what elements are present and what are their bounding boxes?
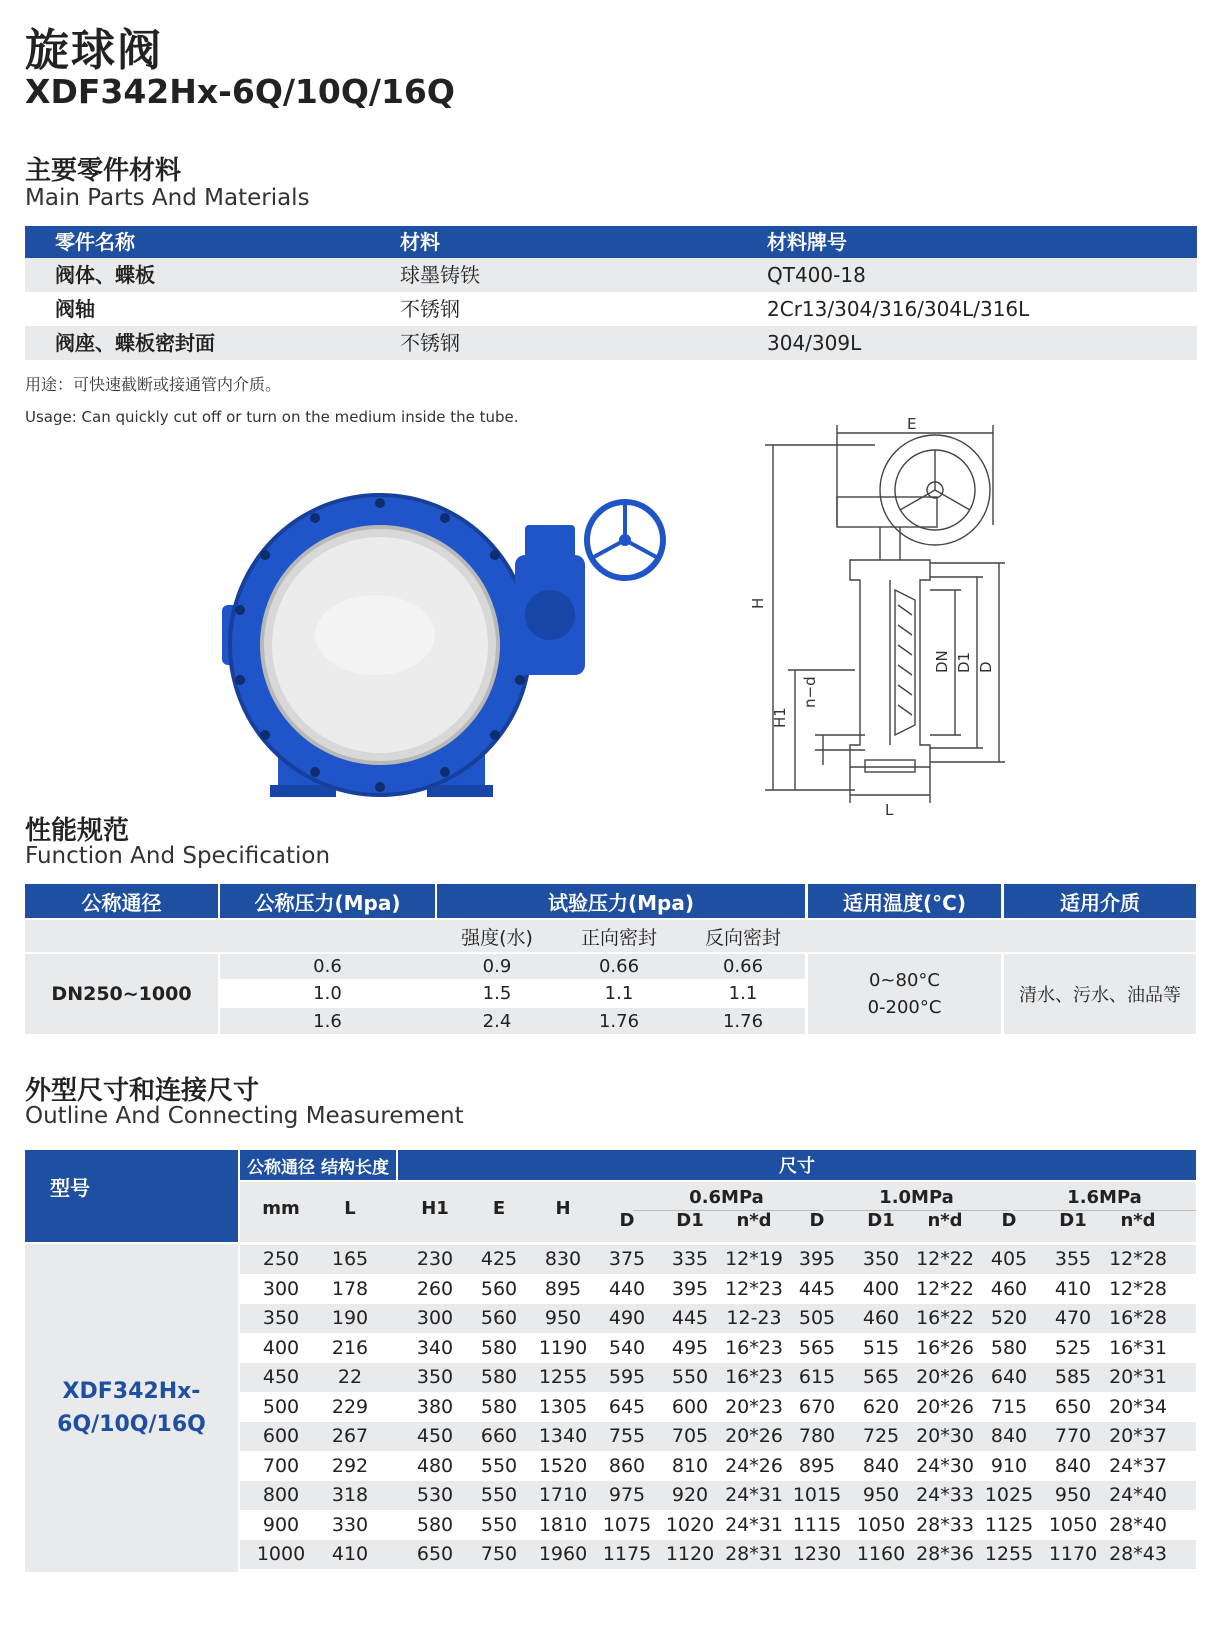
table-cell: 895 <box>798 1454 836 1477</box>
table-cell: 640 <box>990 1366 1028 1388</box>
part-name: 阀座、蝶板密封面 <box>55 331 215 355</box>
table-cell: 770 <box>1054 1425 1092 1447</box>
table-cell: 810 <box>671 1454 709 1477</box>
table-cell: 505 <box>798 1307 836 1329</box>
table-cell: 450 <box>416 1425 454 1447</box>
spec-sub-reverse: 反向密封 <box>704 926 781 949</box>
table-cell: 1125 <box>984 1513 1034 1536</box>
table-cell: 495 <box>671 1336 709 1359</box>
table-cell: 600 <box>671 1395 709 1418</box>
table-row <box>240 1363 1196 1392</box>
dims-col-nominal-length <box>240 1150 396 1180</box>
table-cell: 1810 <box>538 1513 588 1536</box>
dims-col-header: E <box>492 1198 506 1219</box>
table-cell: 1190 <box>538 1336 588 1359</box>
table-cell: 395 <box>671 1277 709 1300</box>
spec-col-medium: 适用介质 <box>1004 884 1196 918</box>
table-cell: 650 <box>416 1543 454 1565</box>
table-cell: 595 <box>608 1366 646 1388</box>
table-cell: 1025 <box>984 1484 1034 1506</box>
table-cell: 580 <box>480 1336 518 1359</box>
table-cell: 445 <box>798 1277 836 1300</box>
table-cell: 395 <box>798 1248 836 1270</box>
table-cell: 490 <box>608 1307 646 1329</box>
dims-col-header: L <box>344 1198 356 1219</box>
dims-col-size: 尺寸 <box>398 1150 1196 1180</box>
col-part-name: 零件名称 <box>55 230 135 254</box>
table-cell: 350 <box>862 1248 900 1270</box>
table-cell: 1710 <box>538 1484 588 1506</box>
table-cell: 12*23 <box>725 1277 783 1300</box>
table-cell: 24*37 <box>1109 1454 1167 1477</box>
table-cell: 22 <box>337 1366 363 1388</box>
table-row <box>240 1481 1196 1510</box>
table-cell: 1015 <box>792 1484 842 1506</box>
spec-reverse: 0.66 <box>722 956 764 977</box>
table-cell: 895 <box>544 1277 582 1300</box>
table-cell: 530 <box>416 1484 454 1506</box>
spec-col-test: 试验压力(Mpa) <box>437 884 805 918</box>
table-cell: 755 <box>608 1425 646 1447</box>
table-cell: 1175 <box>602 1543 652 1565</box>
spec-col-pressure: 公称压力(Mpa) <box>220 884 435 918</box>
table-cell: 440 <box>608 1277 646 1300</box>
table-cell: 480 <box>416 1454 454 1477</box>
table-cell: 840 <box>990 1425 1028 1447</box>
table-cell: 300 <box>262 1277 300 1300</box>
table-cell: 12*19 <box>725 1248 783 1270</box>
spec-title-en: Function And Specification <box>25 843 331 869</box>
table-row <box>240 1540 1196 1569</box>
table-cell: 1050 <box>856 1513 906 1536</box>
table-cell: 12*22 <box>916 1248 974 1270</box>
materials-title-cn: 主要零件材料 <box>25 156 182 186</box>
table-cell: 229 <box>331 1395 369 1418</box>
table-cell: 318 <box>331 1484 369 1506</box>
table-cell: 400 <box>262 1336 300 1359</box>
grade: QT400-18 <box>767 263 866 287</box>
spec-forward: 1.76 <box>598 1010 640 1032</box>
col-material: 材料 <box>400 230 440 254</box>
dims-model-cell <box>25 1244 238 1572</box>
table-cell: 24*26 <box>725 1454 783 1477</box>
table-cell: 28*40 <box>1109 1513 1167 1536</box>
table-cell: 1230 <box>792 1543 842 1565</box>
materials-title-en: Main Parts And Materials <box>25 185 310 211</box>
dims-title-cn: 外型尺寸和连接尺寸 <box>25 1076 260 1106</box>
table-cell: 28*36 <box>916 1543 974 1565</box>
table-row <box>240 1334 1196 1363</box>
table-cell: 20*26 <box>916 1366 974 1388</box>
table-cell: 16*28 <box>1109 1307 1167 1329</box>
table-cell: 24*31 <box>725 1513 783 1536</box>
table-cell: 350 <box>416 1366 454 1388</box>
table-cell: 670 <box>798 1395 836 1418</box>
spec-title-cn: 性能规范 <box>25 816 130 846</box>
table-cell: 705 <box>671 1425 709 1447</box>
table-cell: 425 <box>480 1248 518 1270</box>
page-title: 旋球阀 <box>25 25 163 76</box>
dims-col-header: D1 <box>867 1210 895 1231</box>
label-h: H <box>749 597 767 609</box>
dims-col-header: D1 <box>1059 1210 1087 1231</box>
table-cell: 1160 <box>856 1543 906 1565</box>
material: 不锈钢 <box>400 331 460 355</box>
table-cell: 450 <box>262 1366 300 1388</box>
table-row <box>240 1245 1196 1274</box>
label-dn: DN <box>933 650 951 673</box>
table-cell: 410 <box>331 1543 369 1565</box>
table-cell: 460 <box>862 1307 900 1329</box>
table-cell: 600 <box>262 1425 300 1447</box>
table-cell: 920 <box>671 1484 709 1506</box>
table-cell: 24*33 <box>916 1484 974 1506</box>
table-cell: 540 <box>608 1336 646 1359</box>
table-cell: 340 <box>416 1336 454 1359</box>
table-cell: 335 <box>671 1248 709 1270</box>
dims-model-line2: 6Q/10Q/16Q <box>57 1412 206 1437</box>
table-cell: 580 <box>480 1366 518 1388</box>
spec-col-nominal: 公称通径 <box>25 884 218 918</box>
table-cell: 515 <box>862 1336 900 1359</box>
table-cell: 800 <box>262 1484 300 1506</box>
table-cell: 20*37 <box>1109 1425 1167 1447</box>
table-cell: 178 <box>331 1277 369 1300</box>
label-d1: D1 <box>955 651 973 673</box>
table-cell: 165 <box>331 1248 369 1270</box>
spec-dn: DN250~1000 <box>25 954 218 1034</box>
table-cell: 216 <box>331 1336 369 1359</box>
table-cell: 300 <box>416 1307 454 1329</box>
spec-medium: 清水、污水、油品等 <box>1004 954 1196 1034</box>
table-cell: 1120 <box>665 1543 715 1565</box>
table-row <box>240 1393 1196 1422</box>
grade: 304/309L <box>767 331 862 355</box>
table-row <box>240 1452 1196 1481</box>
table-cell: 1000 <box>256 1543 306 1565</box>
spec-reverse: 1.76 <box>722 1010 764 1032</box>
table-cell: 1305 <box>538 1395 588 1418</box>
table-cell: 470 <box>1054 1307 1092 1329</box>
table-cell: 840 <box>862 1454 900 1477</box>
dims-title-en: Outline And Connecting Measurement <box>25 1103 464 1129</box>
table-cell: 645 <box>608 1395 646 1418</box>
table-cell: 565 <box>798 1336 836 1359</box>
dims-col-header: D <box>619 1210 635 1231</box>
table-cell: 950 <box>544 1307 582 1329</box>
dims-col-header: H <box>555 1198 571 1219</box>
table-cell: 550 <box>671 1366 709 1388</box>
table-cell: 16*23 <box>725 1366 783 1388</box>
table-cell: 750 <box>480 1543 518 1565</box>
spec-sub-forward: 正向密封 <box>580 926 657 949</box>
table-row <box>240 1511 1196 1540</box>
table-cell: 900 <box>262 1513 300 1536</box>
table-cell: 580 <box>990 1336 1028 1359</box>
table-cell: 1075 <box>602 1513 652 1536</box>
table-cell: 585 <box>1054 1366 1092 1388</box>
spec-pressure: 0.6 <box>313 956 342 977</box>
material: 球墨铸铁 <box>400 263 480 287</box>
dims-h-length: 结构长度 <box>320 1157 389 1178</box>
table-cell: 20*30 <box>916 1425 974 1447</box>
table-cell: 400 <box>862 1277 900 1300</box>
spec-temp-1: 0~80°C <box>868 970 940 991</box>
spec-strength: 1.5 <box>482 983 512 1004</box>
table-cell: 375 <box>608 1248 646 1270</box>
spec-forward: 0.66 <box>598 956 640 977</box>
table-cell: 24*30 <box>916 1454 974 1477</box>
label-d: D <box>977 661 995 673</box>
table-cell: 580 <box>480 1395 518 1418</box>
table-cell: 780 <box>798 1425 836 1447</box>
grade: 2Cr13/304/316/304L/316L <box>767 297 1030 321</box>
table-cell: 580 <box>416 1513 454 1536</box>
table-cell: 560 <box>480 1277 518 1300</box>
table-cell: 24*31 <box>725 1484 783 1506</box>
table-cell: 28*33 <box>916 1513 974 1536</box>
model-title: XDF342Hx-6Q/10Q/16Q <box>25 72 455 111</box>
dims-p1: 0.6MPa <box>633 1185 820 1211</box>
spec-pressure: 1.6 <box>313 1010 342 1032</box>
table-cell: 20*26 <box>725 1425 783 1447</box>
table-cell: 260 <box>416 1277 454 1300</box>
dims-col-header: n*d <box>736 1210 772 1231</box>
part-name: 阀体、蝶板 <box>55 263 155 287</box>
table-cell: 950 <box>1054 1484 1092 1506</box>
label-h1: H1 <box>771 707 789 728</box>
table-cell: 550 <box>480 1513 518 1536</box>
table-cell: 1020 <box>665 1513 715 1536</box>
table-cell: 950 <box>862 1484 900 1506</box>
spec-col-temp: 适用温度(°C) <box>808 884 1001 918</box>
label-nd: n−d <box>801 676 819 708</box>
table-cell: 520 <box>990 1307 1028 1329</box>
table-cell: 405 <box>990 1248 1028 1270</box>
table-cell: 292 <box>331 1454 369 1477</box>
usage-cn: 用途：可快速截断或接通管内介质。 <box>25 375 282 394</box>
table-cell: 24*40 <box>1109 1484 1167 1506</box>
table-cell: 860 <box>608 1454 646 1477</box>
table-cell: 560 <box>480 1307 518 1329</box>
table-cell: 20*26 <box>916 1395 974 1418</box>
table-row <box>240 1275 1196 1304</box>
table-cell: 1960 <box>538 1543 588 1565</box>
table-cell: 380 <box>416 1395 454 1418</box>
material: 不锈钢 <box>400 297 460 321</box>
table-cell: 910 <box>990 1454 1028 1477</box>
table-cell: 12*28 <box>1109 1277 1167 1300</box>
table-cell: 975 <box>608 1484 646 1506</box>
table-cell: 20*31 <box>1109 1366 1167 1388</box>
table-cell: 28*31 <box>725 1543 783 1565</box>
table-cell: 20*23 <box>725 1395 783 1418</box>
dims-col-header: n*d <box>1120 1210 1156 1231</box>
table-cell: 830 <box>544 1248 582 1270</box>
table-cell: 1255 <box>984 1543 1034 1565</box>
table-cell: 840 <box>1054 1454 1092 1477</box>
table-cell: 250 <box>262 1248 300 1270</box>
spec-strength: 2.4 <box>482 1010 512 1032</box>
table-cell: 725 <box>862 1425 900 1447</box>
dims-col-model: 型号 <box>25 1150 238 1242</box>
table-cell: 1050 <box>1048 1513 1098 1536</box>
table-cell: 355 <box>1054 1248 1092 1270</box>
table-cell: 330 <box>331 1513 369 1536</box>
table-cell: 267 <box>331 1425 369 1447</box>
dims-col-header: D1 <box>676 1210 704 1231</box>
dims-model-line1: XDF342Hx- <box>62 1379 201 1404</box>
table-cell: 16*31 <box>1109 1336 1167 1359</box>
dims-col-header: D <box>1001 1210 1017 1231</box>
table-cell: 16*26 <box>916 1336 974 1359</box>
spec-forward: 1.1 <box>604 983 634 1004</box>
dims-p2: 1.0MPa <box>823 1185 1010 1211</box>
table-cell: 12*28 <box>1109 1248 1167 1270</box>
spec-strength: 0.9 <box>482 956 512 977</box>
table-cell: 1255 <box>538 1366 588 1388</box>
table-cell: 650 <box>1054 1395 1092 1418</box>
table-cell: 16*22 <box>916 1307 974 1329</box>
table-cell: 445 <box>671 1307 709 1329</box>
dims-h-nominal: 公称通径 <box>247 1157 316 1178</box>
table-cell: 1340 <box>538 1425 588 1447</box>
dims-col-header: H1 <box>421 1198 449 1219</box>
table-cell: 1170 <box>1048 1543 1098 1565</box>
col-grade: 材料牌号 <box>767 230 847 254</box>
label-e: E <box>907 415 917 433</box>
table-cell: 28*43 <box>1109 1543 1167 1565</box>
table-cell: 460 <box>990 1277 1028 1300</box>
table-cell: 715 <box>990 1395 1028 1418</box>
table-cell: 550 <box>480 1484 518 1506</box>
table-cell: 550 <box>480 1454 518 1477</box>
table-cell: 660 <box>480 1425 518 1447</box>
spec-pressure: 1.0 <box>313 983 342 1004</box>
dims-p3: 1.6MPa <box>1013 1185 1196 1211</box>
table-cell: 1115 <box>792 1513 842 1536</box>
label-l: L <box>885 801 894 819</box>
spec-sub-strength: 强度(水) <box>461 926 533 949</box>
spec-temp-2: 0-200°C <box>867 997 942 1018</box>
table-cell: 500 <box>262 1395 300 1418</box>
table-cell: 1520 <box>538 1454 588 1477</box>
table-cell: 565 <box>862 1366 900 1388</box>
table-cell: 615 <box>798 1366 836 1388</box>
table-cell: 230 <box>416 1248 454 1270</box>
table-row <box>240 1304 1196 1333</box>
spec-reverse: 1.1 <box>728 983 758 1004</box>
table-cell: 16*23 <box>725 1336 783 1359</box>
dims-col-header: mm <box>262 1198 300 1219</box>
usage-en: Usage: Can quickly cut off or turn on the medium inside the tube. <box>25 408 519 426</box>
table-cell: 12-23 <box>726 1307 782 1329</box>
table-cell: 350 <box>262 1307 300 1329</box>
table-cell: 700 <box>262 1454 300 1477</box>
table-cell: 525 <box>1054 1336 1092 1359</box>
dims-col-header: n*d <box>927 1210 963 1231</box>
dims-col-header: D <box>809 1210 825 1231</box>
part-name: 阀轴 <box>55 297 95 321</box>
table-row <box>240 1422 1196 1451</box>
table-cell: 190 <box>331 1307 369 1329</box>
table-cell: 12*22 <box>916 1277 974 1300</box>
table-cell: 620 <box>862 1395 900 1418</box>
table-cell: 410 <box>1054 1277 1092 1300</box>
table-cell: 20*34 <box>1109 1395 1167 1418</box>
